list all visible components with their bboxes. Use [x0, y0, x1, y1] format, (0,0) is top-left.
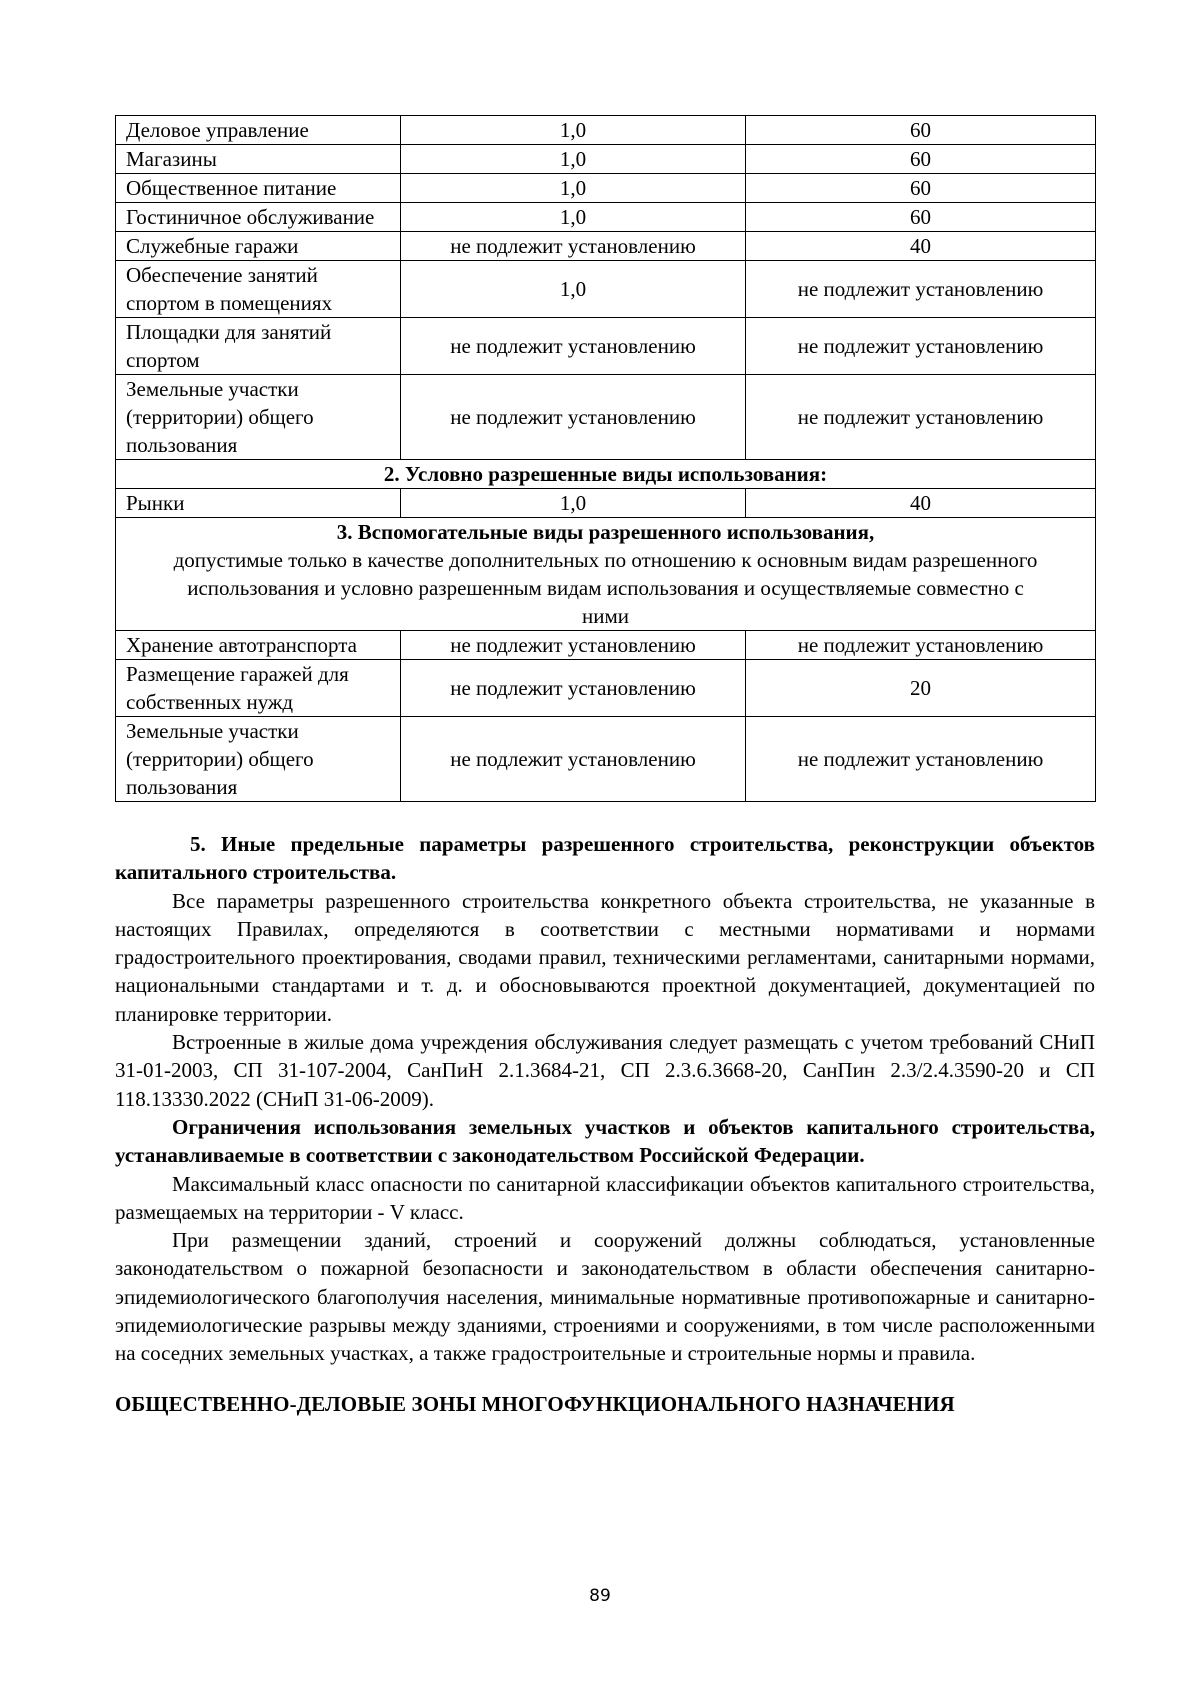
section-row: [116, 518, 1096, 631]
value-cell: 60: [746, 203, 1096, 232]
value-cell: не подлежит установлению: [401, 660, 746, 717]
table-row: [116, 489, 1096, 518]
use-type-cell: Земельные участки (территории) общего пользования: [116, 717, 401, 802]
value-cell: 1,0: [401, 174, 746, 203]
value-cell: не подлежит установлению: [746, 375, 1096, 460]
value-cell: 1,0: [401, 203, 746, 232]
table-row: [116, 717, 1096, 802]
section-3-subtitle: допустимые только в качестве дополнительных по отношению к основным видам разрешенного использования и условно разрешенным видам использования и осуществляемые совместно с ними: [173, 548, 1038, 628]
page-number: 89: [589, 1586, 611, 1606]
paragraph: Встроенные в жилые дома учреждения обслуживания следует размещать с учетом требований СНиП 31-01-2003, СП 31-107-2004, СанПиН 2.1.3684-21, СП 2.3.6.3668-20, СанПин 2.3/2.4.3590-20 и СП 118.13330.2022 (СНиП 31-06-2009).: [115, 1030, 1095, 1111]
use-type-cell: Рынки: [116, 489, 401, 518]
section-3-header: [116, 518, 1096, 631]
use-type-cell: Общественное питание: [116, 174, 401, 203]
value-cell: 1,0: [401, 261, 746, 318]
paragraph: Максимальный класс опасности по санитарной классификации объектов капитального строительства, размещаемых на территории - V класс.: [115, 1171, 1095, 1224]
use-type-cell: Обеспечение занятий спортом в помещениях: [116, 261, 401, 318]
table-row: [116, 203, 1096, 232]
section-3-title: 3. Вспомогательные виды разрешенного использования,: [336, 520, 875, 544]
table-row: [116, 232, 1096, 261]
value-cell: 40: [746, 232, 1096, 261]
value-cell: не подлежит установлению: [401, 375, 746, 460]
table-row: [116, 116, 1096, 145]
paragraph: Все параметры разрешенного строительства конкретного объекта строительства, не указанные в настоящих Правилах, определяются в соответствии с местными нормативами и нормами градостроительного проектирования, сводами правил, техническими регламентами, санитарными нормами, национальными стандартами и т. д. и обосновываются проектной документацией, документацией по планировке территории.: [115, 888, 1095, 1026]
value-cell: 1,0: [401, 489, 746, 518]
use-type-cell: Гостиничное обслуживание: [116, 203, 401, 232]
use-type-cell: Земельные участки (территории) общего пользования: [116, 375, 401, 460]
value-cell: не подлежит установлению: [401, 232, 746, 261]
restrictions-heading: Ограничения использования земельных участков и объектов капитального строительства, устанавливаемые в соответствии с законодательством Российской Федерации.: [115, 1114, 1095, 1168]
value-cell: не подлежит установлению: [401, 717, 746, 802]
section-2-title: 2. Условно разрешенные виды использования:: [116, 460, 1096, 489]
value-cell: не подлежит установлению: [401, 631, 746, 660]
value-cell: не подлежит установлению: [746, 261, 1096, 318]
body-text: [115, 830, 1095, 1368]
use-type-cell: Хранение автотранспорта: [116, 631, 401, 660]
value-cell: 60: [746, 145, 1096, 174]
paragraph: При размещении зданий, строений и сооружений должны соблюдаться, установленные законодательством о пожарной безопасности и законодательством в области обеспечения санитарно-эпидемиологического благополучия населения, минимальные нормативные противопожарные и санитарно-эпидемиологические разрывы между зданиями, строениями и сооружениями, в том числе расположенными на соседних земельных участках, а также градостроительные и строительные нормы и правила.: [115, 1228, 1095, 1366]
value-cell: 1,0: [401, 116, 746, 145]
value-cell: не подлежит установлению: [746, 717, 1096, 802]
zone-heading: ОБЩЕСТВЕННО-ДЕЛОВЫЕ ЗОНЫ МНОГОФУНКЦИОНАЛЬНОГО НАЗНАЧЕНИЯ: [115, 1391, 955, 1416]
table-row: [116, 631, 1096, 660]
table-row: [116, 145, 1096, 174]
value-cell: 60: [746, 116, 1096, 145]
use-type-cell: Служебные гаражи: [116, 232, 401, 261]
value-cell: не подлежит установлению: [746, 631, 1096, 660]
parameters-table: [115, 115, 1096, 802]
value-cell: 1,0: [401, 145, 746, 174]
value-cell: 40: [746, 489, 1096, 518]
table-row: [116, 174, 1096, 203]
value-cell: 20: [746, 660, 1096, 717]
section-5-heading: 5. Иные предельные параметры разрешенного строительства, реконструкции объектов капитального строительства.: [115, 832, 1095, 885]
table-row: [116, 375, 1096, 460]
use-type-cell: Магазины: [116, 145, 401, 174]
document-page: [115, 115, 1095, 1417]
table-row: [116, 318, 1096, 375]
value-cell: 60: [746, 174, 1096, 203]
use-type-cell: Площадки для занятий спортом: [116, 318, 401, 375]
value-cell: не подлежит установлению: [746, 318, 1096, 375]
use-type-cell: Размещение гаражей для собственных нужд: [116, 660, 401, 717]
section-row: [116, 460, 1096, 489]
value-cell: не подлежит установлению: [401, 318, 746, 375]
table-row: [116, 261, 1096, 318]
use-type-cell: Деловое управление: [116, 116, 401, 145]
table-row: [116, 660, 1096, 717]
